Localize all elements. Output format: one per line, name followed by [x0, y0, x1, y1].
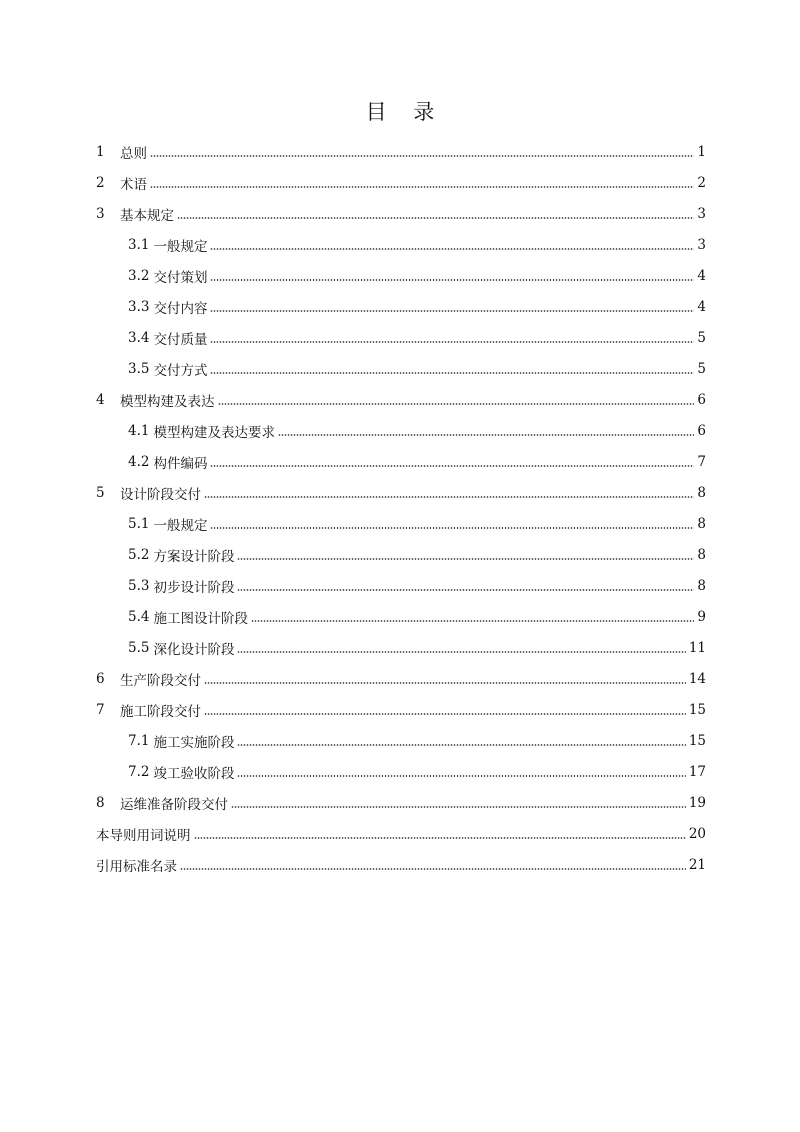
toc-entry-page-number: 1 [697, 143, 706, 160]
dot-leader [210, 310, 694, 312]
toc-entry-number: 6 [96, 670, 105, 687]
toc-entry-label: 运维准备阶段交付 [120, 796, 228, 813]
dot-leader [278, 434, 694, 436]
toc-entry-label: 构件编码 [153, 455, 208, 472]
dot-leader [218, 403, 695, 405]
toc-entry-number: 2 [96, 174, 105, 191]
toc-entry-label: 总则 [120, 145, 147, 162]
toc-entry-page-number: 7 [697, 453, 706, 470]
toc-entry[interactable] [96, 694, 706, 725]
page-title: 目 录 [365, 100, 445, 124]
table-of-contents [96, 136, 706, 880]
dot-leader [204, 713, 686, 715]
toc-entry-number: 5 [96, 484, 105, 501]
toc-entry-page-number: 9 [697, 608, 706, 625]
toc-subentry[interactable] [96, 539, 706, 570]
dot-leader [237, 775, 685, 777]
toc-entry-number: 7 [96, 701, 105, 718]
toc-entry-label: 术语 [120, 176, 147, 193]
toc-entry-label: 方案设计阶段 [153, 548, 235, 565]
toc-entry-label: 基本规定 [120, 207, 174, 224]
toc-entry-label: 模型构建及表达要求 [153, 424, 275, 441]
dot-leader [251, 620, 694, 622]
toc-entry-number: 7.1 [128, 732, 150, 749]
toc-entry-label: 模型构建及表达 [120, 393, 215, 410]
toc-entry-page-number: 11 [688, 639, 706, 656]
toc-entry-page-number: 8 [697, 515, 706, 532]
toc-subentry[interactable] [96, 291, 706, 322]
toc-subentry[interactable] [96, 570, 706, 601]
toc-entry-number: 5.1 [128, 515, 150, 532]
toc-entry[interactable] [96, 663, 706, 694]
toc-entry-label: 引用标准名录 [96, 858, 177, 875]
toc-subentry[interactable] [96, 229, 706, 260]
dot-leader [237, 589, 694, 591]
toc-entry[interactable] [96, 787, 706, 818]
toc-subentry[interactable] [96, 415, 706, 446]
toc-subentry[interactable] [96, 260, 706, 291]
toc-entry-page-number: 3 [697, 205, 706, 222]
dot-leader [210, 465, 694, 467]
dot-leader [204, 496, 694, 498]
toc-subentry[interactable] [96, 446, 706, 477]
dot-leader [237, 744, 685, 746]
toc-entry-number: 3.2 [128, 267, 150, 284]
toc-entry-label: 交付策划 [153, 269, 208, 286]
dot-leader [210, 527, 694, 529]
toc-entry[interactable] [96, 198, 706, 229]
toc-entry-label: 初步设计阶段 [153, 579, 235, 596]
toc-subentry[interactable] [96, 353, 706, 384]
toc-entry-number: 7.2 [128, 763, 150, 780]
dot-leader [204, 682, 686, 684]
toc-entry-number: 5.2 [128, 546, 150, 563]
toc-entry-page-number: 21 [688, 856, 706, 873]
toc-entry-label: 一般规定 [153, 517, 208, 534]
toc-entry-page-number: 17 [688, 763, 706, 780]
toc-entry-label: 施工实施阶段 [153, 734, 235, 751]
toc-entry-label: 施工阶段交付 [120, 703, 201, 720]
dot-leader [177, 217, 694, 219]
toc-entry-number: 5.5 [128, 639, 150, 656]
toc-entry[interactable] [96, 849, 706, 880]
toc-entry[interactable] [96, 136, 706, 167]
dot-leader [194, 837, 686, 839]
toc-entry-label: 交付质量 [153, 331, 208, 348]
toc-entry-number: 4.2 [128, 453, 150, 470]
toc-entry-number: 3.1 [128, 236, 150, 253]
toc-entry-label: 施工图设计阶段 [153, 610, 248, 627]
toc-subentry[interactable] [96, 508, 706, 539]
toc-entry-page-number: 8 [697, 577, 706, 594]
toc-entry-label: 交付内容 [153, 300, 208, 317]
toc-entry-page-number: 6 [697, 391, 706, 408]
dot-leader [150, 155, 694, 157]
toc-subentry[interactable] [96, 632, 706, 663]
toc-entry-number: 5.3 [128, 577, 150, 594]
toc-entry-number: 8 [96, 794, 105, 811]
toc-subentry[interactable] [96, 601, 706, 632]
toc-entry-page-number: 3 [697, 236, 706, 253]
toc-entry[interactable] [96, 818, 706, 849]
toc-subentry[interactable] [96, 322, 706, 353]
dot-leader [150, 186, 694, 188]
toc-entry-number: 3.5 [128, 360, 150, 377]
toc-entry-page-number: 2 [697, 174, 706, 191]
dot-leader [237, 651, 685, 653]
toc-entry-number: 3.4 [128, 329, 150, 346]
toc-entry-label: 竣工验收阶段 [153, 765, 235, 782]
toc-entry-page-number: 4 [697, 298, 706, 315]
toc-subentry[interactable] [96, 725, 706, 756]
toc-entry[interactable] [96, 167, 706, 198]
toc-entry-number: 3.3 [128, 298, 150, 315]
dot-leader [231, 806, 686, 808]
toc-entry-page-number: 15 [688, 732, 706, 749]
toc-entry-page-number: 8 [697, 484, 706, 501]
toc-entry-page-number: 15 [688, 701, 706, 718]
toc-entry-page-number: 20 [688, 825, 706, 842]
toc-entry-label: 深化设计阶段 [153, 641, 235, 658]
toc-entry-label: 本导则用词说明 [96, 827, 191, 844]
toc-entry-number: 5.4 [128, 608, 150, 625]
toc-entry-page-number: 5 [697, 360, 706, 377]
toc-entry-number: 4.1 [128, 422, 150, 439]
toc-entry-page-number: 5 [697, 329, 706, 346]
toc-entry-number: 3 [96, 205, 105, 222]
toc-entry[interactable] [96, 384, 706, 415]
toc-entry[interactable] [96, 477, 706, 508]
toc-entry-page-number: 8 [697, 546, 706, 563]
dot-leader [180, 868, 686, 870]
toc-entry-label: 交付方式 [153, 362, 208, 379]
toc-entry-label: 一般规定 [153, 238, 208, 255]
dot-leader [210, 248, 694, 250]
dot-leader [237, 558, 694, 560]
toc-entry-page-number: 19 [688, 794, 706, 811]
toc-entry-label: 生产阶段交付 [120, 672, 201, 689]
toc-entry-number: 1 [96, 143, 105, 160]
toc-entry-page-number: 6 [697, 422, 706, 439]
dot-leader [210, 341, 694, 343]
dot-leader [210, 372, 694, 374]
toc-entry-label: 设计阶段交付 [120, 486, 201, 503]
toc-subentry[interactable] [96, 756, 706, 787]
toc-entry-page-number: 14 [688, 670, 706, 687]
toc-entry-number: 4 [96, 391, 105, 408]
dot-leader [210, 279, 694, 281]
toc-entry-page-number: 4 [697, 267, 706, 284]
